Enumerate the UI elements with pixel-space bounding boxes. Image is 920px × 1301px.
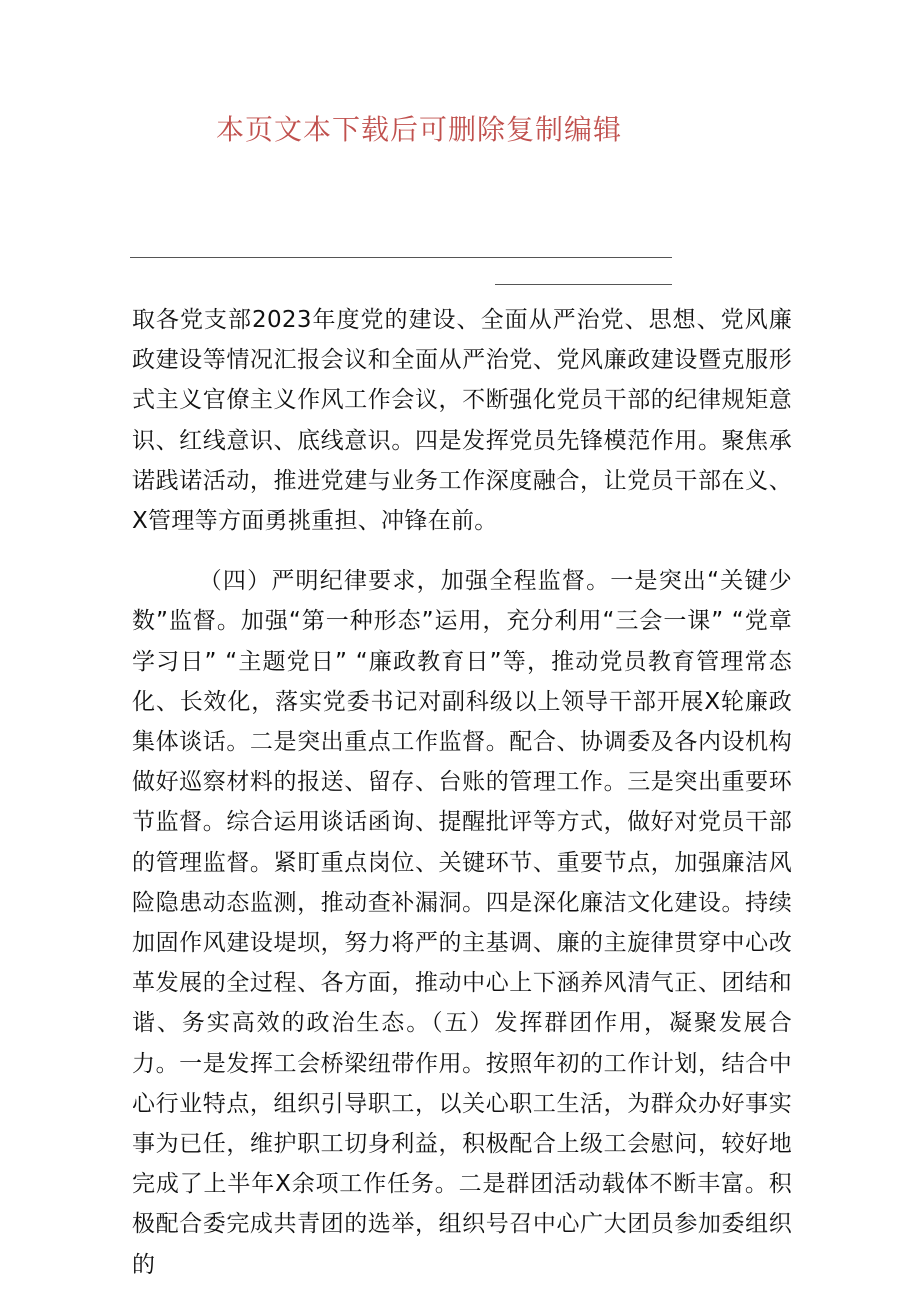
divider-line-long	[130, 257, 672, 258]
paragraph-1: 取各党支部2023年度党的建设、全面从严治党、思想、党风廉政建设等情况汇报会议和全面从严治党、党风廉政建设暨克服形式主义官僚主义作风工作会议，不断强化党员干部的纪律规矩意识、红线意识、底线意识。四是发挥党员先锋模范作用。聚焦承诺践诺活动，推进党建与业务工作深度融合，让党员干部在义、X管理等方面勇挑重担、冲锋在前。	[132, 307, 792, 535]
paragraph-2: （四）严明纪律要求，加强全程监督。一是突出“关键少数”监督。加强“第一种形态”运用，充分利用“三会一课” “党章学习日” “主题党日” “廉政教育日”等，推动党员教育管理常态化、长效化，落实党委书记对副科级以上领导干部开展X轮廉政集体谈话。二是突出重点工作监督。配合、协调委及各内设机构做好巡察材料的报送、留存、台账的管理工作。三是突出重要环节监督。综合运用谈话函询、提醒批评等方式，做好对党员干部的管理监督。紧盯重点岗位、关键环节、重要节点，加强廉洁风险隐患动态监测，推动查补漏洞。四是深化廉洁文化建设。持续加固作风建设堤坝，努力将严的主基调、廉的主旋律贯穿中心改革发展的全过程、各方面，推动中心上下涵养风清气正、团结和谐、务实高效的政治生态。（五）发挥群团作用，凝聚发展合力。一是发挥工会桥梁纽带作用。按照年初的工作计划，结合中心行业特点，组织引导职工，以关心职工生活，为群众办好事实事为已任，维护职工切身利益，积极配合上级工会慰问，较好地完成了上半年X余项工作任务。二是群团活动载体不断丰富。积极配合委完成共青团的选举，组织号召中心广大团员参加委组织的	[132, 568, 792, 1278]
document-body	[132, 300, 792, 1285]
divider-line-short	[495, 284, 672, 285]
edit-notice: 本页文本下载后可删除复制编辑	[216, 113, 623, 146]
